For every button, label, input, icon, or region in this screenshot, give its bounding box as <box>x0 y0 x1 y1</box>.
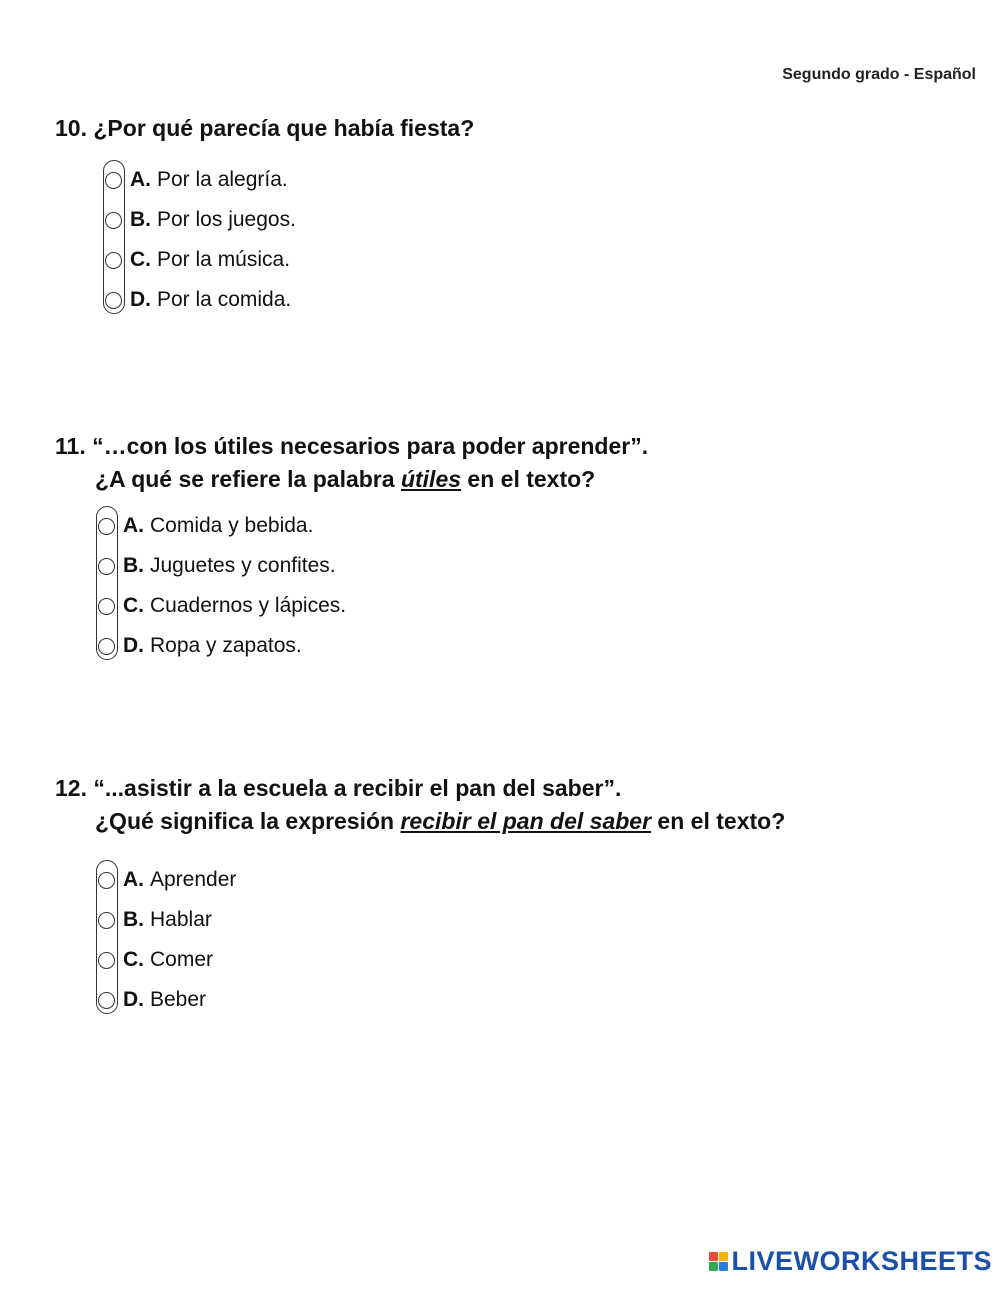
radio-bubble-icon[interactable] <box>98 518 115 535</box>
question-number: 12. <box>55 775 87 801</box>
question-text: ¿Por qué parecía que había fiesta? <box>93 115 475 141</box>
option-text: Cuadernos y lápices. <box>150 594 347 617</box>
mark-square <box>709 1252 718 1261</box>
radio-bubble-icon[interactable] <box>98 992 115 1009</box>
option-b[interactable] <box>96 900 236 940</box>
question-11-options <box>96 506 346 666</box>
question-subtext-end: en el texto? <box>651 808 786 834</box>
radio-bubble-icon[interactable] <box>105 212 122 229</box>
radio-bubble-icon[interactable] <box>105 172 122 189</box>
question-12 <box>55 772 785 838</box>
option-letter: C. <box>130 248 151 271</box>
question-12-subprompt <box>55 805 785 838</box>
option-text: Hablar <box>150 908 212 931</box>
liveworksheets-mark-icon <box>709 1252 728 1271</box>
option-letter: B. <box>130 208 151 231</box>
question-10-prompt <box>55 112 474 145</box>
question-subtext-end: en el texto? <box>461 466 596 492</box>
option-b[interactable] <box>103 200 296 240</box>
option-letter: A. <box>123 514 144 537</box>
question-11-subprompt <box>55 463 648 496</box>
option-d[interactable] <box>96 980 236 1020</box>
option-letter: B. <box>123 554 144 577</box>
mark-square <box>709 1262 718 1271</box>
option-text: Aprender <box>150 868 237 891</box>
option-letter: A. <box>123 868 144 891</box>
option-d[interactable] <box>103 280 296 320</box>
radio-bubble-icon[interactable] <box>98 952 115 969</box>
option-letter: C. <box>123 948 144 971</box>
option-letter: D. <box>123 988 144 1011</box>
radio-bubble-icon[interactable] <box>98 558 115 575</box>
question-12-prompt <box>55 772 785 805</box>
option-b[interactable] <box>96 546 346 586</box>
liveworksheets-logo[interactable] <box>709 1246 992 1277</box>
key-word: útiles <box>400 466 462 492</box>
option-text: Comer <box>150 948 214 971</box>
option-letter: A. <box>130 168 151 191</box>
question-11-prompt <box>55 430 648 463</box>
option-text: Juguetes y confites. <box>150 554 336 577</box>
option-a[interactable] <box>96 860 236 900</box>
question-number: 10. <box>55 115 87 141</box>
question-11 <box>55 430 648 496</box>
brand-name: LIVEWORKSHEETS <box>731 1246 992 1276</box>
option-letter: D. <box>130 288 151 311</box>
option-letter: C. <box>123 594 144 617</box>
question-subtext: ¿Qué significa la expresión <box>95 808 401 834</box>
radio-bubble-icon[interactable] <box>105 252 122 269</box>
option-text: Ropa y zapatos. <box>150 634 302 657</box>
key-expression: recibir el pan del saber <box>400 808 652 834</box>
option-text: Por la música. <box>157 248 291 271</box>
radio-bubble-icon[interactable] <box>105 292 122 309</box>
option-letter: B. <box>123 908 144 931</box>
option-text: Beber <box>150 988 207 1011</box>
question-12-options <box>96 860 236 1020</box>
option-text: Por los juegos. <box>157 208 296 231</box>
option-d[interactable] <box>96 626 346 666</box>
radio-bubble-icon[interactable] <box>98 598 115 615</box>
question-text: “…con los útiles necesarios para poder aprender”. <box>92 433 649 459</box>
option-text: Por la comida. <box>157 288 292 311</box>
question-10-options <box>103 160 296 320</box>
option-a[interactable] <box>103 160 296 200</box>
option-text: Comida y bebida. <box>150 514 314 537</box>
option-text: Por la alegría. <box>157 168 288 191</box>
worksheet-grade-subject: Segundo grado - Español <box>782 66 976 83</box>
option-c[interactable] <box>103 240 296 280</box>
question-text: “...asistir a la escuela a recibir el pan del saber”. <box>93 775 622 801</box>
option-c[interactable] <box>96 940 236 980</box>
question-number: 11. <box>55 433 86 459</box>
mark-square <box>719 1262 728 1271</box>
radio-bubble-icon[interactable] <box>98 638 115 655</box>
question-subtext: ¿A qué se refiere la palabra <box>95 466 401 492</box>
question-10 <box>55 112 474 145</box>
radio-bubble-icon[interactable] <box>98 912 115 929</box>
option-letter: D. <box>123 634 144 657</box>
mark-square <box>719 1252 728 1261</box>
radio-bubble-icon[interactable] <box>98 872 115 889</box>
option-a[interactable] <box>96 506 346 546</box>
option-c[interactable] <box>96 586 346 626</box>
